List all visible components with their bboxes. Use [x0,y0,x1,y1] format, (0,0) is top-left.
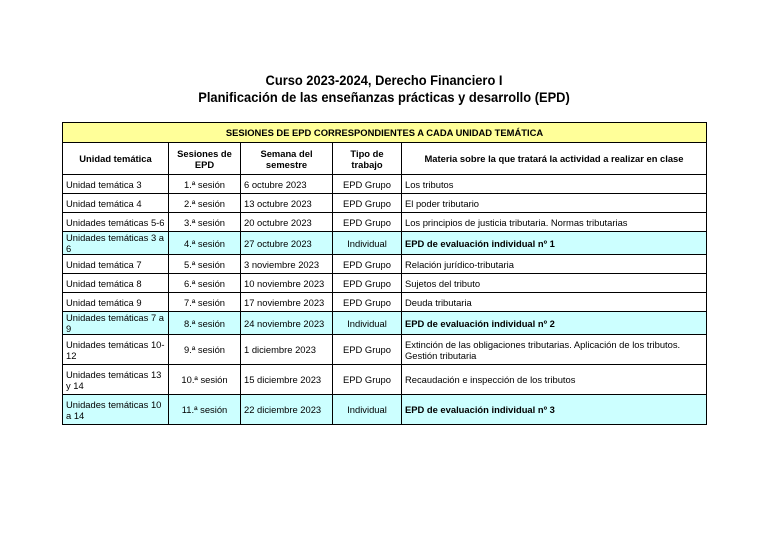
header-unit: Unidad temática [63,143,169,175]
week-cell: 3 noviembre 2023 [241,255,333,274]
header-session: Sesiones de EPD [169,143,241,175]
topic-cell: Los principios de justicia tributaria. Normas tributarias [402,213,707,232]
unit-cell: Unidades temáticas 10 a 14 [63,395,169,425]
type-cell: Individual [333,395,402,425]
session-cell: 11.ª sesión [169,395,241,425]
session-cell: 8.ª sesión [169,312,241,335]
document-title [0,72,768,106]
type-cell: EPD Grupo [333,335,402,365]
unit-cell: Unidades temáticas 10-12 [63,335,169,365]
topic-cell: Extinción de las obligaciones tributarias. Aplicación de los tributos. Gestión tributaria [402,335,707,365]
session-cell: 5.ª sesión [169,255,241,274]
table-body [63,175,707,425]
type-cell: EPD Grupo [333,194,402,213]
table-row [63,395,707,425]
type-cell: EPD Grupo [333,274,402,293]
week-cell: 22 diciembre 2023 [241,395,333,425]
unit-cell: Unidad temática 7 [63,255,169,274]
table-row [63,232,707,255]
unit-cell: Unidades temáticas 5-6 [63,213,169,232]
table-row [63,293,707,312]
session-cell: 1.ª sesión [169,175,241,194]
course-title: Curso 2023-2024, Derecho Financiero I [265,72,503,88]
unit-cell: Unidad temática 8 [63,274,169,293]
type-cell: EPD Grupo [333,213,402,232]
table-row [63,213,707,232]
header-topic: Materia sobre la que tratará la actividad a realizar en clase [402,143,707,175]
week-cell: 20 octubre 2023 [241,213,333,232]
topic-cell: Recaudación e inspección de los tributos [402,365,707,395]
session-cell: 3.ª sesión [169,213,241,232]
topic-cell: Relación jurídico-tributaria [402,255,707,274]
header-type: Tipo de trabajo [333,143,402,175]
session-cell: 10.ª sesión [169,365,241,395]
table-banner-row [63,123,707,143]
session-cell: 9.ª sesión [169,335,241,365]
week-cell: 27 octubre 2023 [241,232,333,255]
topic-cell: EPD de evaluación individual nº 3 [402,395,707,425]
table-row [63,335,707,365]
week-cell: 6 octubre 2023 [241,175,333,194]
session-cell: 2.ª sesión [169,194,241,213]
unit-cell: Unidades temáticas 3 a 6 [63,232,169,255]
table-row [63,255,707,274]
unit-cell: Unidades temáticas 13 y 14 [63,365,169,395]
type-cell: EPD Grupo [333,365,402,395]
table-row [63,194,707,213]
type-cell: EPD Grupo [333,175,402,194]
table-header-row [63,143,707,175]
table-row [63,312,707,335]
week-cell: 1 diciembre 2023 [241,335,333,365]
table-banner: SESIONES DE EPD CORRESPONDIENTES A CADA UNIDAD TEMÁTICA [63,123,707,143]
session-cell: 4.ª sesión [169,232,241,255]
week-cell: 10 noviembre 2023 [241,274,333,293]
topic-cell: Sujetos del tributo [402,274,707,293]
table-row [63,175,707,194]
session-cell: 7.ª sesión [169,293,241,312]
week-cell: 15 diciembre 2023 [241,365,333,395]
session-cell: 6.ª sesión [169,274,241,293]
topic-cell: Los tributos [402,175,707,194]
topic-cell: Deuda tributaria [402,293,707,312]
topic-cell: El poder tributario [402,194,707,213]
type-cell: EPD Grupo [333,255,402,274]
topic-cell: EPD de evaluación individual nº 1 [402,232,707,255]
type-cell: Individual [333,312,402,335]
week-cell: 24 noviembre 2023 [241,312,333,335]
epd-sessions-table [62,122,707,425]
week-cell: 17 noviembre 2023 [241,293,333,312]
unit-cell: Unidad temática 3 [63,175,169,194]
unit-cell: Unidad temática 4 [63,194,169,213]
type-cell: EPD Grupo [333,293,402,312]
unit-cell: Unidad temática 9 [63,293,169,312]
planning-title: Planificación de las enseñanzas prácticas y desarrollo (EPD) [198,89,570,105]
table-row [63,365,707,395]
table-row [63,274,707,293]
type-cell: Individual [333,232,402,255]
week-cell: 13 octubre 2023 [241,194,333,213]
topic-cell: EPD de evaluación individual nº 2 [402,312,707,335]
header-week: Semana del semestre [241,143,333,175]
unit-cell: Unidades temáticas 7 a 9 [63,312,169,335]
